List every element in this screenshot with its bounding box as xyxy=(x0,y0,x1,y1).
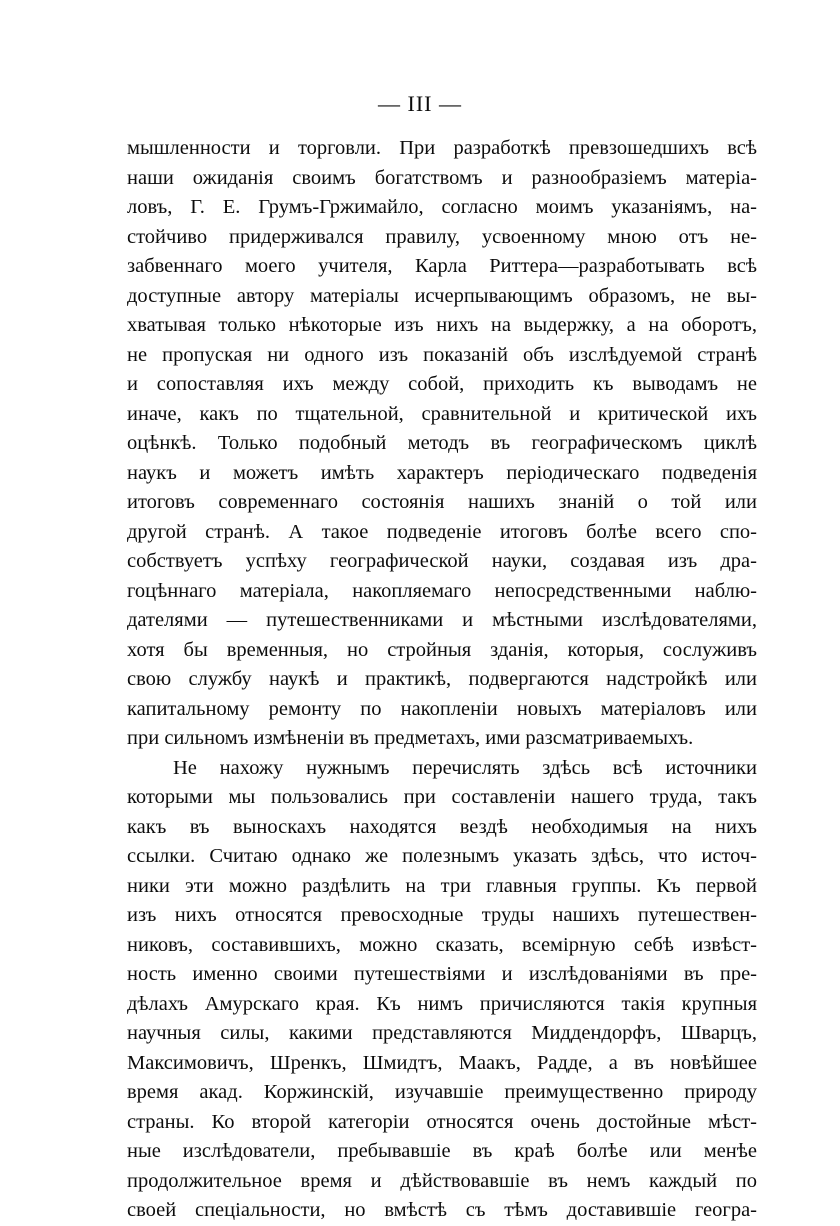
text-line: дѣлахъ Амурскаго края. Къ нимъ причисляются такія крупныя xyxy=(127,992,757,1015)
text-line: никовъ, составившихъ, можно сказать, всемірную себѣ извѣст- xyxy=(127,933,757,956)
text-line: стойчиво придерживался правилу, усвоенному мною отъ не- xyxy=(127,225,757,248)
text-line: продолжительное время и дѣйствовавшіе въ немъ каждый по xyxy=(127,1169,757,1192)
text-line: собствуетъ успѣху географической науки, создавая изъ дра- xyxy=(127,550,757,572)
text-line: иначе, какъ по тщательной, сравнительной и критической ихъ xyxy=(127,402,757,425)
text-line: хотя бы временныя, но стройныя зданія, которыя, сослуживъ xyxy=(127,638,757,661)
text-line: ловъ, Г. Е. Грумъ-Гржимайло, согласно моимъ указаніямъ, на- xyxy=(127,196,757,218)
text-line: ники эти можно раздѣлить на три главныя группы. Къ первой xyxy=(127,874,757,897)
text-line: Максимовичъ, Шренкъ, Шмидтъ, Маакъ, Радде, а въ новѣйшее xyxy=(127,1051,757,1074)
text-line: не пропуская ни одного изъ показаній объ изслѣдуемой странѣ xyxy=(127,343,757,366)
page-number: — III — xyxy=(378,91,462,116)
text-line: итоговъ современнаго состоянія нашихъ знаній о той или xyxy=(127,491,757,513)
text-line: научныя силы, какими представляются Миддендорфъ, Шварцъ, xyxy=(127,1022,757,1044)
text-line: время акад. Коржинскій, изучавшіе преимущественно природу xyxy=(127,1081,757,1103)
text-line: ссылки. Считаю однако же полезнымъ указать здѣсь, что источ- xyxy=(127,845,757,867)
text-line: изъ нихъ относятся превосходные труды нашихъ путешествен- xyxy=(127,904,757,926)
text-line: оцѣнкѣ. Только подобный методъ въ географическомъ циклѣ xyxy=(127,432,757,454)
text-line: мышленности и торговли. При разработкѣ превзошедшихъ всѣ xyxy=(127,137,757,159)
text-line: своей спеціальности, но вмѣстѣ съ тѣмъ доставившіе геогра- xyxy=(127,1199,757,1221)
text-line: забвеннаго моего учителя, Карла Риттера—разработывать всѣ xyxy=(127,255,757,277)
text-line: наукъ и можетъ имѣть характеръ періодическаго подведенія xyxy=(127,461,757,484)
paragraph-2 xyxy=(127,754,757,1226)
text-line: какъ въ выноскахъ находятся вездѣ необходимыя на нихъ xyxy=(127,815,757,838)
body-text xyxy=(127,134,757,1226)
text-line: Не нахожу нужнымъ перечислять здѣсь всѣ источники xyxy=(173,756,757,779)
text-line: ные изслѣдователи, пребывавшіе въ краѣ болѣе или менѣе xyxy=(127,1140,757,1162)
text-line: при сильномъ измѣненіи въ предметахъ, ими разсматриваемыхъ. xyxy=(127,727,694,749)
text-line: другой странѣ. А такое подведеніе итоговъ болѣе всего спо- xyxy=(127,520,757,543)
text-line: и сопоставляя ихъ между собой, приходить къ выводамъ не xyxy=(127,373,757,395)
text-line: свою службу наукѣ и практикѣ, подвергаются надстройкѣ или xyxy=(127,668,757,690)
text-line: которыми мы пользовались при составленіи нашего труда, такъ xyxy=(127,786,757,808)
text-line: гоцѣннаго матеріала, накопляемаго непосредственными наблю- xyxy=(127,579,757,602)
text-line: доступные автору матеріалы исчерпывающимъ образомъ, не вы- xyxy=(127,284,757,307)
text-line: дателями — путешественниками и мѣстными изслѣдователями, xyxy=(127,609,757,631)
paragraph-1 xyxy=(127,134,757,754)
text-line: страны. Ко второй категоріи относятся очень достойные мѣст- xyxy=(127,1110,757,1133)
text-line: хватывая только нѣкоторые изъ нихъ на выдержку, а на оборотъ, xyxy=(127,314,757,336)
text-line: капитальному ремонту по накопленіи новыхъ матеріаловъ или xyxy=(127,697,757,720)
text-line: ность именно своими путешествіями и изслѣдованіями въ пре- xyxy=(127,963,757,985)
text-line: наши ожиданія своимъ богатствомъ и разнообразіемъ матеріа- xyxy=(127,166,757,189)
